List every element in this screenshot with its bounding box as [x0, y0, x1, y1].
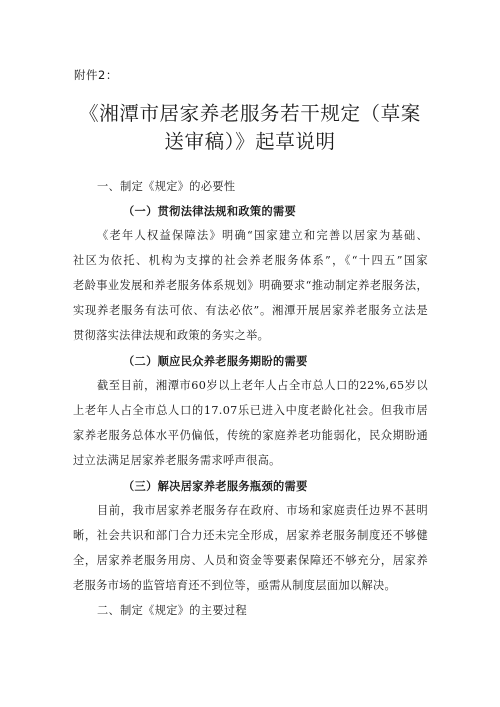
paragraph-line: 老服务市场的监管培育还不到位等，亟需从制度层面加以解决。: [73, 579, 397, 592]
paragraph-line: 社区为依托、机构为支撑的社会养老服务体系”，《“十四五”国家: [73, 254, 428, 267]
subsection-heading-2: （二）顺应民众养老服务期盼的需要: [123, 354, 308, 368]
document-title-line-2: 送审稿）》起草说明: [164, 130, 336, 153]
paragraph-line: 上老年人占全市总人口的17.07乐已进入中度老龄化社会。但我市居: [73, 404, 428, 417]
document-title-line-1: 《湘潭市居家养老服务若干规定（草案: [79, 102, 421, 125]
attachment-label: 附件2：: [74, 68, 118, 82]
paragraph-line: 晰，社会共识和部门合力还未完全形成，居家养老服务制度还不够健: [73, 529, 428, 542]
section-heading-2: 二、制定《规定》的主要过程: [97, 604, 247, 617]
section-heading-1: 一、制定《规定》的必要性: [97, 180, 236, 193]
paragraph-line: 截至目前，湘潭市60岁以上老年人占全市总人口的22%,65岁以: [97, 379, 428, 392]
paragraph-line: 贯彻落实法律法规和政策的务实之举。: [73, 329, 270, 342]
paragraph-line: 老龄事业发展和养老服务体系规划》明确要求“推动制定养老服务法，: [73, 279, 428, 292]
subsection-heading-1: （一）贯彻法律法规和政策的需要: [123, 204, 297, 218]
paragraph-line: 《老年人权益保障法》明确“国家建立和完善以居家为基础、: [97, 229, 428, 242]
paragraph-line: 家养老服务总体水平仍偏低，传统的家庭养老功能弱化，民众期盼通: [73, 429, 428, 442]
paragraph-line: 过立法满足居家养老服务需求呼声很高。: [73, 454, 281, 467]
paragraph-line: 全，居家养老服务用房、人员和资金等要素保障还不够充分，居家养: [73, 554, 428, 567]
paragraph-line: 实现养老服务有法可依、有法必依”。湘潭开展居家养老服务立法是: [73, 304, 428, 317]
subsection-heading-3: （三）解决居家养老服务瓶颈的需要: [123, 479, 308, 493]
paragraph-line: 目前，我市居家养老服务存在政府、市场和家庭责任边界不甚明: [97, 504, 428, 517]
